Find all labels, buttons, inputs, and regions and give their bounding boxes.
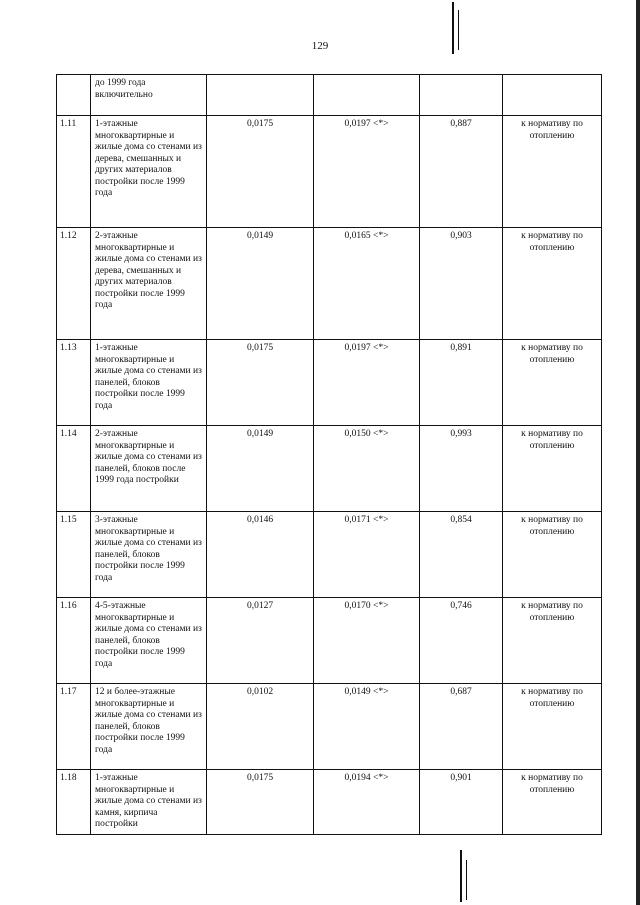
row-description: 1-этажные многоквартирные и жилые дома со стенами из панелей, блоков постройки после 1999 года xyxy=(91,340,207,426)
row-number: 1.15 xyxy=(57,512,91,598)
row-description: 1-этажные многоквартирные и жилые дома со стенами из дерева, смешанных и других материалов постройки после 1999 года xyxy=(91,116,207,228)
row-description: 1-этажные многоквартирные и жилые дома со стенами из камня, кирпича постройки xyxy=(91,770,207,835)
row-number: 1.11 xyxy=(57,116,91,228)
value1-cell: 0,0175 xyxy=(207,340,314,426)
value2-cell: 0,0171 <*> xyxy=(314,512,420,598)
row-description: 12 и более-этажные многоквартирные и жилые дома со стенами из панелей, блоков постройки после 1999 года xyxy=(91,684,207,770)
row-number: 1.14 xyxy=(57,426,91,512)
note-cell: к нормативу по отоплению xyxy=(503,598,602,684)
value1-cell: 0,0127 xyxy=(207,598,314,684)
note-cell: к нормативу по отоплению xyxy=(503,684,602,770)
row-description: до 1999 года включительно xyxy=(91,75,207,116)
note-cell: к нормативу по отоплению xyxy=(503,340,602,426)
scan-artifact-line xyxy=(458,10,459,50)
table-row xyxy=(57,228,602,340)
row-number: 1.17 xyxy=(57,684,91,770)
value3-cell: 0,687 xyxy=(420,684,503,770)
row-number-cell xyxy=(57,75,91,116)
value1-cell: 0,0175 xyxy=(207,770,314,835)
value-cell xyxy=(420,75,503,116)
table-row xyxy=(57,116,602,228)
value1-cell: 0,0175 xyxy=(207,116,314,228)
value1-cell: 0,0146 xyxy=(207,512,314,598)
note-cell: к нормативу по отоплению xyxy=(503,512,602,598)
value3-cell: 0,746 xyxy=(420,598,503,684)
scan-artifact-line xyxy=(460,850,462,902)
row-number: 1.16 xyxy=(57,598,91,684)
value2-cell: 0,0194 <*> xyxy=(314,770,420,835)
row-number: 1.12 xyxy=(57,228,91,340)
table-row xyxy=(57,512,602,598)
value-cell xyxy=(314,75,420,116)
value-cell xyxy=(207,75,314,116)
value2-cell: 0,0150 <*> xyxy=(314,426,420,512)
table-row xyxy=(57,426,602,512)
scan-artifact-line xyxy=(466,860,467,900)
note-cell: к нормативу по отоплению xyxy=(503,770,602,835)
row-number: 1.18 xyxy=(57,770,91,835)
row-number: 1.13 xyxy=(57,340,91,426)
row-description: 3-этажные многоквартирные и жилые дома со стенами из панелей, блоков постройки после 1999 года xyxy=(91,512,207,598)
value2-cell: 0,0170 <*> xyxy=(314,598,420,684)
row-description: 4-5-этажные многоквартирные и жилые дома со стенами из панелей, блоков постройки после 1999 года xyxy=(91,598,207,684)
note-cell: к нормативу по отоплению xyxy=(503,116,602,228)
value1-cell: 0,0149 xyxy=(207,426,314,512)
value3-cell: 0,887 xyxy=(420,116,503,228)
note-cell: к нормативу по отоплению xyxy=(503,228,602,340)
value1-cell: 0,0102 xyxy=(207,684,314,770)
table-row xyxy=(57,598,602,684)
value3-cell: 0,891 xyxy=(420,340,503,426)
row-description: 2-этажные многоквартирные и жилые дома со стенами из дерева, смешанных и других материалов постройки после 1999 года xyxy=(91,228,207,340)
scan-artifact-line xyxy=(452,2,454,54)
value3-cell: 0,903 xyxy=(420,228,503,340)
page-number: 129 xyxy=(311,40,329,52)
value3-cell: 0,993 xyxy=(420,426,503,512)
note-cell: к нормативу по отоплению xyxy=(503,426,602,512)
table-row xyxy=(57,770,602,835)
scan-edge xyxy=(636,0,640,905)
table-row xyxy=(57,340,602,426)
value3-cell: 0,901 xyxy=(420,770,503,835)
value2-cell: 0,0197 <*> xyxy=(314,116,420,228)
value2-cell: 0,0197 <*> xyxy=(314,340,420,426)
value1-cell: 0,0149 xyxy=(207,228,314,340)
value3-cell: 0,854 xyxy=(420,512,503,598)
value2-cell: 0,0149 <*> xyxy=(314,684,420,770)
value2-cell: 0,0165 <*> xyxy=(314,228,420,340)
row-description: 2-этажные многоквартирные и жилые дома со стенами из панелей, блоков после 1999 года постройки xyxy=(91,426,207,512)
table-row xyxy=(57,75,602,116)
table-row xyxy=(57,684,602,770)
tariff-table xyxy=(56,74,602,835)
note-cell xyxy=(503,75,602,116)
